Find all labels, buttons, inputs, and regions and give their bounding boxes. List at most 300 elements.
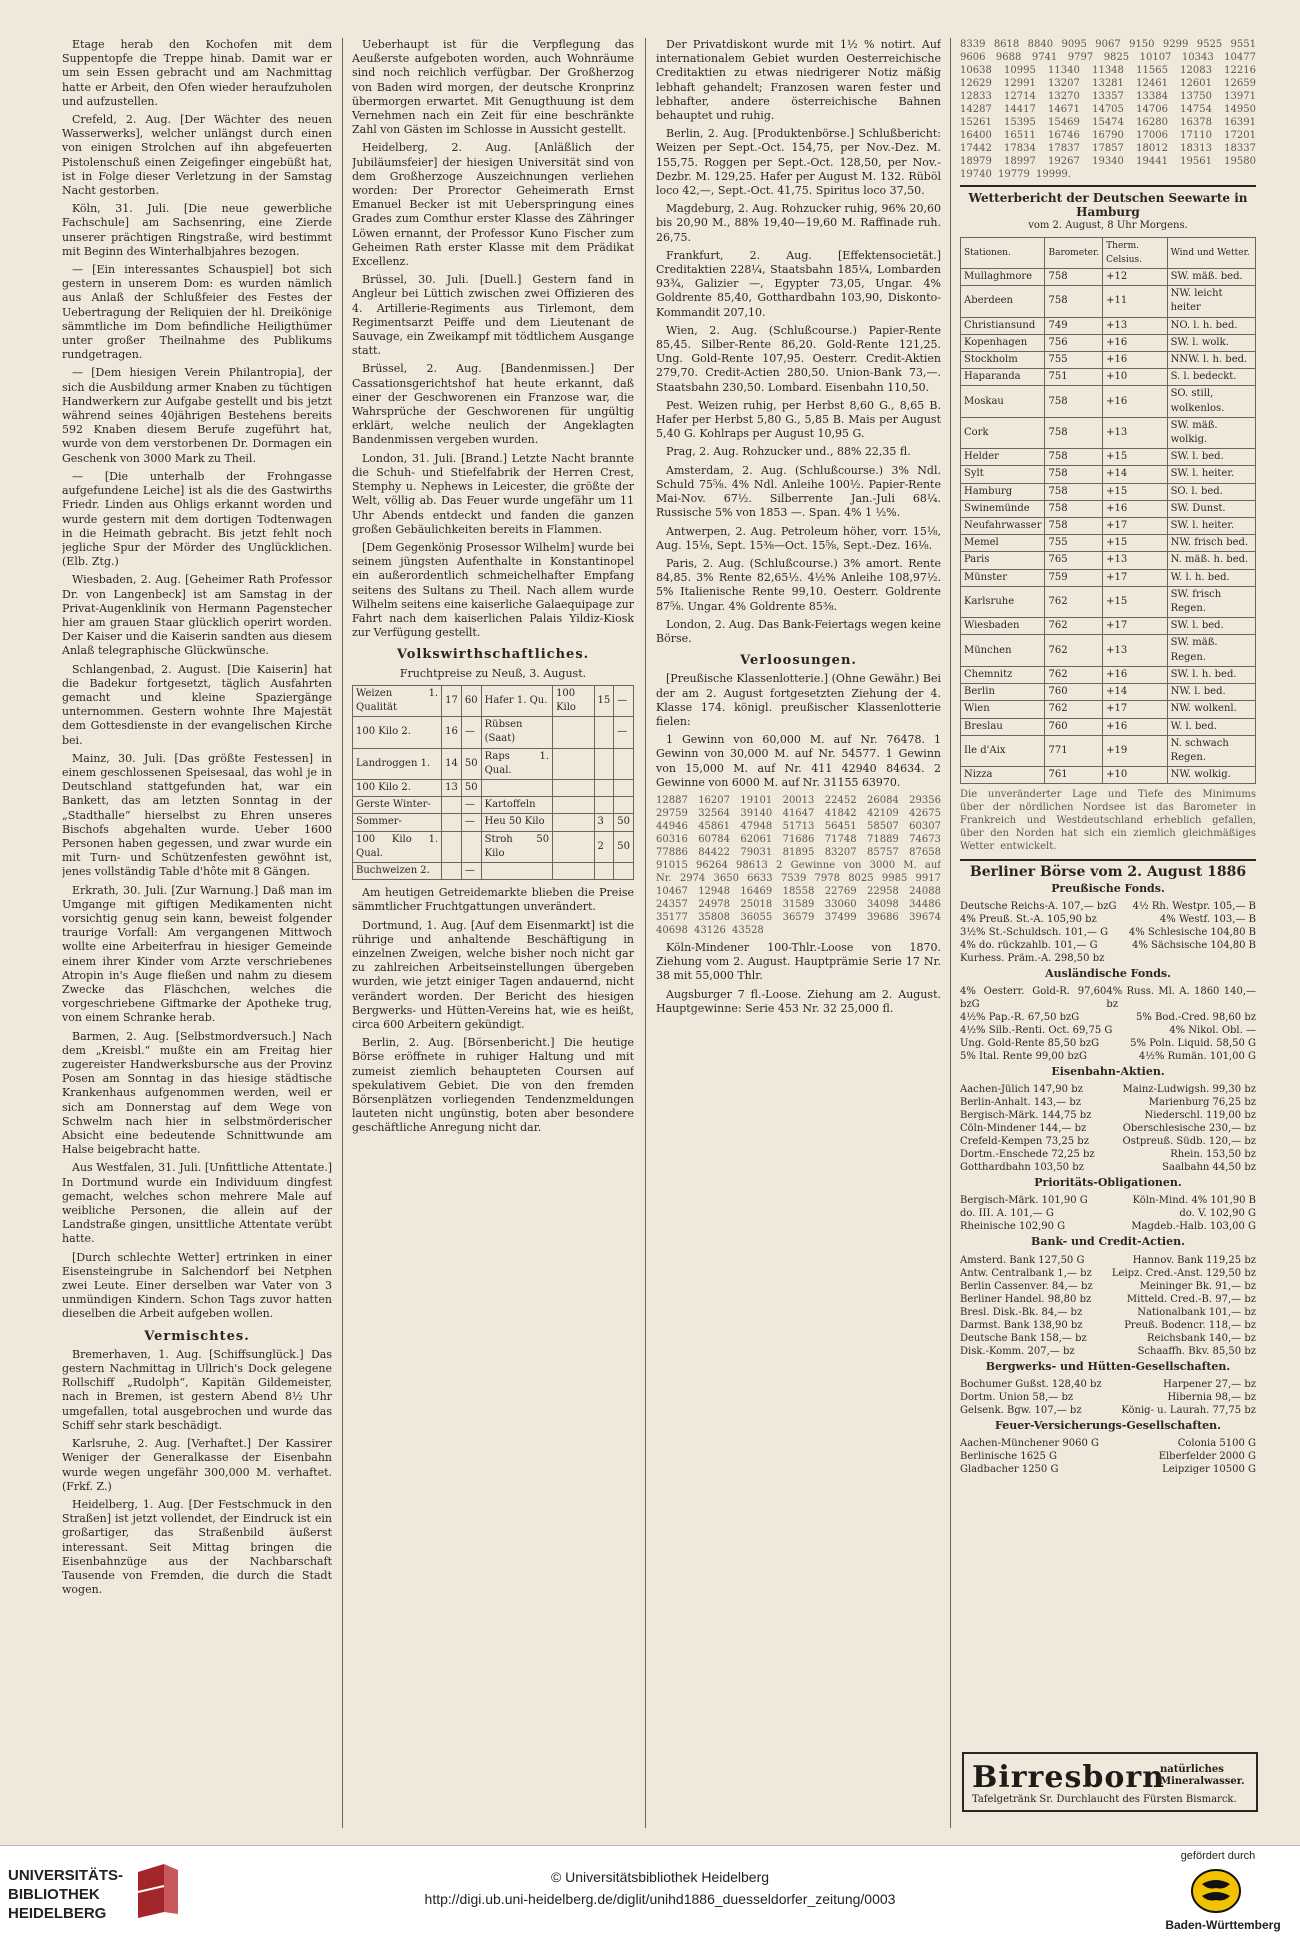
quote-entry: 4% Westf. 103,— B: [1159, 913, 1256, 925]
bourse-row: [960, 1037, 1256, 1050]
quote-entry: Antw. Centralbank 1,— bz: [960, 1267, 1092, 1279]
table-row: [961, 466, 1256, 483]
table-cell: Wiesbaden: [961, 618, 1045, 635]
table-cell: SW. mäß. Regen.: [1167, 635, 1255, 666]
table-row: [961, 666, 1256, 683]
table-cell: 762: [1045, 586, 1103, 617]
table-cell: Landroggen 1.: [353, 748, 442, 779]
table-cell: 762: [1045, 666, 1103, 683]
table-cell: —: [461, 814, 481, 831]
table-cell: SW. l. bed.: [1167, 618, 1255, 635]
table-cell: [614, 797, 634, 814]
quote-entry: Rheinische 102,90 G: [960, 1221, 1066, 1233]
table-cell: SW. l. heiter.: [1167, 518, 1255, 535]
table-cell: +14: [1103, 684, 1167, 701]
bourse-row: [960, 985, 1256, 1011]
section-heading: Verloosungen.: [740, 653, 857, 669]
table-cell: Kartoffeln: [481, 797, 552, 814]
quote-entry: Marienburg 76,25 bz: [1148, 1097, 1256, 1109]
section-heading: Volkswirthschaftliches.: [396, 647, 590, 663]
bourse-row: [960, 926, 1256, 939]
column-3: [656, 38, 941, 1828]
quote-entry: Aachen-Münchener 9060 G: [960, 1437, 1099, 1449]
article-paragraph: Augsburger 7 fl.-Loose. Ziehung am 2. August. Hauptgewinne: Serie 453 Nr. 32 25,000 fl.: [656, 987, 941, 1015]
column-rule: [342, 38, 343, 1828]
table-cell: [553, 862, 594, 879]
bourse-row: [960, 900, 1256, 913]
table-row: [353, 748, 634, 779]
table-cell: [461, 831, 481, 862]
quote-entry: Disk.-Komm. 207,— bz: [960, 1345, 1075, 1357]
column-1: [62, 38, 332, 1828]
table-cell: 749: [1045, 317, 1103, 334]
article-paragraph: Aus Westfalen, 31. Juli. [Unfittliche Attentate.] In Dortmund wurde ein Individuum dingfest gemacht, welches schon mehrere Male auf weibliche Personen, die allein auf der Landstraße gingen, unsittliche Attentate verübt hatte.: [62, 1161, 332, 1246]
bourse-section-heading: Bank- und Credit-Actien.: [1031, 1235, 1185, 1249]
article-paragraph: Berlin, 2. Aug. [Produktenbörse.] Schlußbericht: Weizen per Sept.-Oct. 154,75, per Nov.-Dez. M. 155,75. Roggen per Sept.-Oct. 128,50, per Nov.-Dezbr. M. 129,25. Hafer per August M. 132. Rüböl loco 42,—, Sept.-Oct. 41,75. Spiritus loco 37,50.: [656, 127, 941, 198]
table-cell: [481, 862, 552, 879]
article-paragraph: Bremerhaven, 1. Aug. [Schiffsunglück.] Das gestern Nachmittag in Ullrich's Dock gelegene Rollschiff „Rudolph“, Kapitän Gildemeister, nach in Bremen, ist gestern Abend 8½ Uhr umgefallen, total ausgebrochen und wurde das Schiff sehr stark beschädigt.: [62, 1347, 332, 1432]
table-row: [961, 518, 1256, 535]
table-cell: Berlin: [961, 684, 1045, 701]
table-cell: 13: [442, 779, 462, 796]
bourse-row: [960, 913, 1256, 926]
table-cell: [553, 748, 594, 779]
table-row: [961, 767, 1256, 784]
table-cell: SW. frisch Regen.: [1167, 586, 1255, 617]
table-cell: Aberdeen: [961, 286, 1045, 317]
bourse-row: [960, 1345, 1256, 1358]
table-cell: 100 Kilo 1. Qual.: [353, 831, 442, 862]
bourse-section-heading: Eisenbahn-Aktien.: [1051, 1064, 1165, 1078]
table-cell: 760: [1045, 718, 1103, 735]
quote-entry: Elberfelder 2000 G: [1158, 1450, 1256, 1462]
article-paragraph: Karlsruhe, 2. Aug. [Verhaftet.] Der Kassirer Weniger der Generalkasse der Eisenbahn wurde wegen ungefähr 300,000 M. verhaftet. (Frkf. Z.): [62, 1437, 332, 1493]
table-cell: [553, 814, 594, 831]
digitization-footer: [0, 1845, 1300, 1939]
quote-entry: 5% Ital. Rente 99,00 bzG: [960, 1050, 1087, 1062]
funding-label: gefördert durch: [1180, 1850, 1256, 1862]
weather-report-title: Wetterbericht der Deutschen Seewarte in Hamburg: [960, 185, 1256, 219]
table-row: [961, 449, 1256, 466]
bourse-row: [960, 1148, 1256, 1161]
table-cell: [553, 779, 594, 796]
bourse-row: [960, 1109, 1256, 1122]
table-cell: [614, 862, 634, 879]
table-cell: Cork: [961, 417, 1045, 448]
table-cell: München: [961, 635, 1045, 666]
table-cell: NW. frisch bed.: [1167, 535, 1255, 552]
lottery-numbers-continued: [960, 38, 1256, 181]
quote-entry: 5% Bod.-Cred. 98,60 bz: [1136, 1011, 1256, 1023]
table-row: [961, 317, 1256, 334]
article-paragraph: Dortmund, 1. Aug. [Auf dem Eisenmarkt] ist die rührige und anhaltende Beschäftigung in einzelnen Zweigen, welche bisher noch nicht gar zu zahlreichen Arbeitseinstellungen übergeben wurden, wie jetzt einiger Tagen andauernd, nicht verändert worden. Der Bericht des hiesigen Bergwerks- und Hütten-Vereins hat, wie es heißt, circa 600 Arbeitern gekündigt.: [352, 918, 634, 1031]
quote-entry: Mitteld. Cred.-B. 97,— bz: [1126, 1293, 1256, 1305]
table-cell: 50: [614, 814, 634, 831]
article-paragraph: Köln-Mindener 100-Thlr.-Loose von 1870. Ziehung vom 2. August. Hauptprämie Serie 17 Nr. 38 mit 55,000 Thlr.: [656, 940, 941, 983]
library-name-line: UNIVERSITÄTS-: [8, 1867, 124, 1884]
quote-entry: Hibernia 98,— bz: [1167, 1391, 1256, 1403]
quote-entry: Gelsenk. Bgw. 107,— bz: [960, 1404, 1082, 1416]
quote-entry: 3½% St.-Schuldsch. 101,— G: [960, 926, 1109, 938]
table-cell: Neufahrwasser: [961, 518, 1045, 535]
article-paragraph: Berlin, 2. Aug. [Börsenbericht.] Die heutige Börse eröffnete in ruhiger Haltung und mit zumeist ziemlich behaupteten Coursen auf spekulativem Gebiet. Die von den fremden Börsenplätzen vorliegenden Tendenzmeldungen lauteten nicht ungünstig, boten aber besondere geschäftliche Anregung nicht dar.: [352, 1036, 634, 1135]
bourse-row: [960, 1122, 1256, 1135]
bourse-row: [960, 1293, 1256, 1306]
table-cell: 17: [442, 685, 462, 716]
table-row: [961, 635, 1256, 666]
table-cell: SO. l. bed.: [1167, 483, 1255, 500]
table-cell: Buchweizen 2.: [353, 862, 442, 879]
table-cell: +13: [1103, 635, 1167, 666]
table-cell: 761: [1045, 767, 1103, 784]
table-row: [353, 685, 634, 716]
quote-entry: 5% Poln. Liquid. 58,50 G: [1130, 1037, 1256, 1049]
table-cell: Hamburg: [961, 483, 1045, 500]
quote-entry: Kurhess. Präm.-A. 298,50 bz: [960, 952, 1105, 964]
table-cell: Sylt: [961, 466, 1045, 483]
table-cell: +16: [1103, 500, 1167, 517]
article-paragraph: [Dem Gegenkönig Prosessor Wilhelm] wurde bei seinem jüngsten Aufenthalte in Konstantinopel ein außerordentlich schmeichelhafter Empfang seitens des Sultans zu Theil. Nach allem wurde Wilhelm seitens eine kaiserliche Galaequipage zur Fahrt nach dem kaiserlichen Palais Yildiz-Kiosk zur Verfügung gestellt.: [352, 540, 634, 640]
table-cell: 758: [1045, 449, 1103, 466]
quote-entry: Colonia 5100 G: [1177, 1437, 1256, 1449]
table-cell: 758: [1045, 269, 1103, 286]
table-cell: Haparanda: [961, 369, 1045, 386]
bourse-section-heading: Bergwerks- und Hütten-Gesellschaften.: [985, 1359, 1231, 1373]
column-header: Wind und Wetter.: [1167, 237, 1255, 268]
quote-entry: Deutsche Reichs-A. 107,— bzG: [960, 900, 1117, 912]
table-row: [961, 369, 1256, 386]
bourse-row: [960, 1096, 1256, 1109]
table-row: [353, 862, 634, 879]
table-cell: W. l. bed.: [1167, 718, 1255, 735]
baden-wuerttemberg-crest-icon: [1190, 1868, 1242, 1914]
table-cell: +16: [1103, 386, 1167, 417]
weather-report-subtitle: vom 2. August, 8 Uhr Morgens.: [1028, 220, 1188, 232]
quote-entry: Leipziger 10500 G: [1162, 1463, 1256, 1475]
quote-entry: 4½ Rh. Westpr. 105,— B: [1132, 900, 1256, 912]
table-cell: Ile d'Aix: [961, 735, 1045, 766]
table-cell: +10: [1103, 767, 1167, 784]
table-cell: [614, 748, 634, 779]
quote-entry: Gotthardbahn 103,50 bz: [960, 1162, 1084, 1174]
table-cell: Kopenhagen: [961, 334, 1045, 351]
table-row: [961, 352, 1256, 369]
quote-entry: Dortm.-Enschede 72,25 bz: [960, 1149, 1095, 1161]
quote-entry: Köln-Mind. 4% 101,90 B: [1132, 1195, 1256, 1207]
quote-entry: Cöln-Mindener 144,— bz: [960, 1123, 1087, 1135]
table-row: [961, 500, 1256, 517]
table-cell: [594, 797, 614, 814]
article-paragraph: Brüssel, 2. Aug. [Bandenmissen.] Der Cassationsgerichtshof hat heute erkannt, daß einer der Geschworenen ein Franzose war, die Wahrsprüche der Geschworenen für ungültig erklärt, welche neulich der Angeklagten Bandenmissen vergeben wurden.: [352, 362, 634, 447]
table-cell: [594, 779, 614, 796]
table-cell: 100 Kilo 2.: [353, 779, 442, 796]
table-cell: 16: [442, 717, 462, 748]
table-row: [353, 831, 634, 862]
table-cell: Stockholm: [961, 352, 1045, 369]
quote-entry: Dortm. Union 58,— bz: [960, 1391, 1074, 1403]
bourse-row: [960, 1463, 1256, 1476]
table-cell: 3: [594, 814, 614, 831]
table-cell: Gerste Winter-: [353, 797, 442, 814]
article-paragraph: [Durch schlechte Wetter] ertrinken in einer Eisensteingrube in Salchendorf bei Netphen zwei Leute. Einer derselben war Vater von 3 unmündigen Kindern. Schon Tags zuvor hatten dieselben die Arbeit aufgeben wollen.: [62, 1250, 332, 1321]
quote-entry: Darmst. Bank 138,90 bz: [960, 1319, 1083, 1331]
table-cell: [594, 717, 614, 748]
quote-entry: do. V. 102,90 G: [1179, 1208, 1256, 1220]
table-cell: Karlsruhe: [961, 586, 1045, 617]
table-cell: +17: [1103, 518, 1167, 535]
table-cell: Münster: [961, 569, 1045, 586]
table-cell: Memel: [961, 535, 1045, 552]
table-row: [961, 586, 1256, 617]
quote-entry: Deutsche Bank 158,— bz: [960, 1332, 1087, 1344]
quote-entry: Harpener 27,— bz: [1163, 1378, 1256, 1390]
copyright-block: [420, 1866, 900, 1910]
bourse-row: [960, 1450, 1256, 1463]
bourse-row: [960, 952, 1256, 965]
table-row: [353, 779, 634, 796]
article-paragraph: — [Dem hiesigen Verein Philantropia], der sich die Ausbildung armer Knaben zu tüchtigen Handwerkern zur Aufgabe gestellt und bis jetzt während seines 40jährigen Bestehens bereits 592 Knaben diesem Berufe zugeführt hat, wurde von dem verstorbenen Dr. Dormagen ein Geschenk von 3000 Mark zu Theil.: [62, 366, 332, 465]
table-cell: Chemnitz: [961, 666, 1045, 683]
table-cell: +16: [1103, 666, 1167, 683]
bourse-row: [960, 1207, 1256, 1220]
bourse-row: [960, 1161, 1256, 1174]
bourse-row: [960, 1280, 1256, 1293]
table-cell: Heu 50 Kilo: [481, 814, 552, 831]
article-paragraph: [Preußische Klassenlotterie.] (Ohne Gewähr.) Bei der am 2. August fortgesetzten Ziehung der 4. Klasse 174. königl. preußischer Klassenlotterie fielen:: [656, 672, 941, 728]
table-cell: NW. leicht heiter: [1167, 286, 1255, 317]
table-row: [961, 334, 1256, 351]
table-cell: 751: [1045, 369, 1103, 386]
bourse-row: [960, 1306, 1256, 1319]
table-header-row: [961, 237, 1256, 268]
table-cell: +17: [1103, 618, 1167, 635]
table-cell: +15: [1103, 449, 1167, 466]
quote-entry: Bergisch-Märk. 101,90 G: [960, 1195, 1088, 1207]
table-cell: Helder: [961, 449, 1045, 466]
quote-entry: Preuß. Bodencr. 118,— bz: [1124, 1319, 1256, 1331]
table-cell: Nizza: [961, 767, 1045, 784]
table-cell: Stroh 50 Kilo: [481, 831, 552, 862]
table-cell: [594, 748, 614, 779]
quote-entry: Ostpreuß. Südb. 120,— bz: [1122, 1136, 1256, 1148]
bourse-section-heading: Feuer-Versicherungs-Gesellschaften.: [995, 1418, 1221, 1432]
table-cell: 771: [1045, 735, 1103, 766]
quote-entry: Niederschl. 119,00 bz: [1144, 1110, 1256, 1122]
table-cell: +14: [1103, 466, 1167, 483]
article-paragraph: Schlangenbad, 2. August. [Die Kaiserin] hat die Badekur fortgesetzt, täglich Ausfahrten gemacht und kleine Spaziergänge unternommen. Gestern wohnte Ihre Majestät dem Gottesdienste in der evangelischen Kirche bei.: [62, 662, 332, 747]
quote-entry: Hannov. Bank 119,25 bz: [1132, 1254, 1256, 1266]
bourse-row: [960, 1050, 1256, 1063]
table-cell: SW. mäß. wolkig.: [1167, 417, 1255, 448]
table-cell: 756: [1045, 334, 1103, 351]
library-logo-icon: [134, 1862, 182, 1918]
table-cell: 100 Kilo 2.: [353, 717, 442, 748]
section-heading: Vermischtes.: [144, 1328, 250, 1344]
article-paragraph: Antwerpen, 2. Aug. Petroleum höher, vorr. 15⅛, Aug. 15⅛, Sept. 15⅜—Oct. 15⅝, Sept.-Dez. 16⅛.: [656, 524, 941, 552]
table-cell: +13: [1103, 552, 1167, 569]
table-cell: —: [461, 862, 481, 879]
weather-note: Die unveränderter Lage und Tiefe des Minimums über der nördlichen Nordsee ist das Barometer in Frankreich und Westdeutschland erheblich gefallen, über den Norden hat sich ein ziemlich gleichmäßiges Wetter entwickelt.: [960, 789, 1256, 853]
subheading: Fruchtpreise zu Neuß, 3. August.: [399, 666, 587, 680]
table-row: [961, 684, 1256, 701]
table-cell: Paris: [961, 552, 1045, 569]
table-cell: [553, 717, 594, 748]
table-cell: 755: [1045, 352, 1103, 369]
library-name-line: BIBLIOTHEK: [8, 1886, 100, 1903]
table-row: [961, 569, 1256, 586]
quote-entry: 4% do. rückzahlb. 101,— G: [960, 939, 1098, 951]
article-paragraph: Prag, 2. Aug. Rohzucker und., 88% 22,35 fl.: [666, 445, 911, 459]
article-paragraph: Heidelberg, 2. Aug. [Anläßlich der Jubiläumsfeier] der hiesigen Universität sind von dem Großherzoge Auszeichnungen verliehen worden: Der Prorector Geheimerath Ernst Emanuel Becker ist mit Ueberspringung eines Grades zum Comthur erster Klasse des Zähringer Löwen ernannt, der Professor Kuno Fischer zum Geheimen Rath erster Klasse mit dem Prädikat Excellenz.: [352, 141, 634, 269]
table-row: [961, 483, 1256, 500]
table-row: [961, 618, 1256, 635]
article-paragraph: Etage herab den Kochofen mit dem Suppentopfe die Treppe hinab. Damit war er um sein Essen gebracht und am Nachmittag hatte er Arbeit, den Ofen wieder heraufzuholen und aufzustellen.: [62, 38, 332, 108]
table-cell: 60: [461, 685, 481, 716]
quote-entry: 4% Oesterr. Gold-R. 97,60 bzG: [960, 985, 1107, 1010]
table-cell: SW. l. heiter.: [1167, 466, 1255, 483]
ad-tagline: natürliches Mineralwasser.: [1160, 1764, 1245, 1787]
quote-entry: Berliner Handel. 98,80 bz: [960, 1293, 1092, 1305]
bourse-row: [960, 1267, 1256, 1280]
article-paragraph: Pest. Weizen ruhig, per Herbst 8,60 G., 8,65 B. Hafer per Herbst 5,80 G., 5,85 B. Mais per August 5,40 G. Kohlraps per August 10,95 G.: [656, 398, 941, 441]
quote-entry: Berlin-Anhalt. 143,— bz: [960, 1097, 1082, 1109]
table-cell: Swinemünde: [961, 500, 1045, 517]
table-cell: 762: [1045, 635, 1103, 666]
table-cell: S. l. bedeckt.: [1167, 369, 1255, 386]
table-row: [961, 718, 1256, 735]
article-paragraph: Heidelberg, 1. Aug. [Der Festschmuck in den Straßen] ist jetzt vollendet, der Eindruck ist ein großartiger, das Straßenbild äußerst interessant. Seit Mittag bringen die Eisenbahnzüge aus der Nachbarschaft Tausende von Fremden, die durch die Stadt wogen.: [62, 1497, 332, 1597]
quote-entry: 4½% Silb.-Renti. Oct. 69,75 G: [960, 1024, 1113, 1036]
table-cell: Christiansund: [961, 317, 1045, 334]
table-row: [961, 286, 1256, 317]
column-rule: [950, 38, 951, 1828]
table-row: [353, 717, 634, 748]
table-cell: [442, 814, 462, 831]
table-row: [353, 797, 634, 814]
article-paragraph: Brüssel, 30. Juli. [Duell.] Gestern fand in Angleur bei Lüttich zwischen zwei Offizieren des 4. Artillerie-Regiments aus Tirlemont, dem Regimentsarzt Peiffe und dem Lieutenant de Sauvage, ein Zweikampf mit tödtlichem Ausgange statt.: [352, 273, 634, 358]
quote-entry: 4% Preuß. St.-A. 105,90 bz: [960, 913, 1097, 925]
library-name: [8, 1866, 123, 1923]
bourse-row: [960, 1378, 1256, 1391]
library-name-line: HEIDELBERG: [8, 1905, 107, 1922]
table-cell: [442, 831, 462, 862]
article-paragraph: Am heutigen Getreidemarkte blieben die Preise sämmtlicher Fruchtgattungen unverändert.: [352, 886, 634, 914]
table-row: [961, 552, 1256, 569]
table-cell: +10: [1103, 369, 1167, 386]
bourse-title: Berliner Börse vom 2. August 1886: [960, 859, 1256, 879]
table-row: [961, 386, 1256, 417]
bourse-row: [960, 1391, 1256, 1404]
table-cell: SW. l. wolk.: [1167, 334, 1255, 351]
quote-entry: 4% Sächsische 104,80 B: [1131, 939, 1256, 951]
table-cell: 758: [1045, 286, 1103, 317]
table-cell: NW. l. bed.: [1167, 684, 1255, 701]
table-cell: Rübsen (Saat): [481, 717, 552, 748]
table-cell: 760: [1045, 684, 1103, 701]
table-cell: [442, 797, 462, 814]
quote-entry: Reichsbank 140,— bz: [1147, 1332, 1256, 1344]
quote-entry: Aachen-Jülich 147,90 bz: [960, 1084, 1083, 1096]
bourse-row: [960, 1024, 1256, 1037]
weather-table: [960, 237, 1256, 785]
quote-entry: Gladbacher 1250 G: [960, 1463, 1059, 1475]
table-cell: 15: [594, 685, 614, 716]
table-cell: [614, 779, 634, 796]
bourse-row: [960, 1083, 1256, 1096]
quote-entry: Amsterd. Bank 127,50 G: [960, 1254, 1085, 1266]
quote-entry: 4½% Pap.-R. 67,50 bzG: [960, 1011, 1080, 1023]
table-cell: SW. l. bed.: [1167, 449, 1255, 466]
table-cell: [553, 797, 594, 814]
bourse-row: [960, 1135, 1256, 1148]
table-cell: [442, 862, 462, 879]
table-cell: +11: [1103, 286, 1167, 317]
quote-entry: Bochumer Gußst. 128,40 bz: [960, 1378, 1102, 1390]
permalink-url[interactable]: http://digi.ub.uni-heidelberg.de/diglit/unihd1886_duesseldorfer_zeitung/0003: [424, 1891, 896, 1907]
quote-entry: Meininger Bk. 91,— bz: [1139, 1280, 1256, 1292]
table-row: [961, 535, 1256, 552]
column-header: Therm. Celsius.: [1103, 237, 1167, 268]
column-header: Barometer.: [1045, 237, 1103, 268]
table-cell: Weizen 1. Qualität: [353, 685, 442, 716]
table-cell: —: [614, 685, 634, 716]
table-cell: 14: [442, 748, 462, 779]
table-cell: +19: [1103, 735, 1167, 766]
column-rule: [645, 38, 646, 1828]
bourse-listing: [960, 882, 1256, 1476]
bourse-section-heading: Preußische Fonds.: [1051, 881, 1165, 895]
table-cell: W. l. h. bed.: [1167, 569, 1255, 586]
table-cell: 762: [1045, 701, 1103, 718]
bourse-row: [960, 1254, 1256, 1267]
quote-entry: Schaaffh. Bkv. 85,50 bz: [1137, 1345, 1256, 1357]
bourse-row: [960, 939, 1256, 952]
quote-entry: Magdeb.-Halb. 103,00 G: [1131, 1221, 1256, 1233]
table-cell: 755: [1045, 535, 1103, 552]
table-cell: +13: [1103, 317, 1167, 334]
table-cell: 758: [1045, 518, 1103, 535]
table-cell: Hafer 1. Qu.: [481, 685, 552, 716]
table-row: [961, 269, 1256, 286]
quote-entry: Crefeld-Kempen 73,25 bz: [960, 1136, 1089, 1148]
table-cell: SW. mäß. bed.: [1167, 269, 1255, 286]
bourse-row: [960, 1220, 1256, 1233]
quote-entry: Oberschlesische 230,— bz: [1122, 1123, 1256, 1135]
article-paragraph: Mainz, 30. Juli. [Das größte Festessen] in einem geschlossenen Speisesaal, das wohl je in Deutschland stattgefunden hat, war ein Bankett, das am letzten Sonntag in der „Stadthalle“ hierselbst zu Ehren unseres Bischofs abgehalten wurde. Ueber 1600 Personen haben gegessen, und zwar wurde ein mit Turn- und Schützenfesten gewöhnt ist, jenes vollständig Table d'hôte mit 8 Gängen.: [62, 751, 332, 879]
table-cell: —: [461, 797, 481, 814]
table-cell: —: [461, 717, 481, 748]
article-paragraph: Köln, 31. Juli. [Die neue gewerbliche Fachschule] am Sachsenring, eine Zierde unserer prächtigen Ringstraße, wird bestimmt mit Beginn des Winterhalbjahres bezogen.: [62, 202, 332, 258]
ad-brand-name: Birresborn: [972, 1760, 1165, 1795]
table-cell: +17: [1103, 701, 1167, 718]
table-cell: 762: [1045, 618, 1103, 635]
bourse-section-heading: Ausländische Fonds.: [1045, 966, 1171, 980]
table-cell: NW. wolkig.: [1167, 767, 1255, 784]
table-cell: +16: [1103, 334, 1167, 351]
table-cell: 2: [594, 831, 614, 862]
table-cell: 50: [461, 748, 481, 779]
article-paragraph: — [Ein interessantes Schauspiel] bot sich gestern in unserem Dom: es wurden nämlich aus Anlaß der Schlußfeier des Festes der Uebertragung der Reliquien der hl. Dreikönige sämmtliche im Dom befindliche Heiligthümer unter großer Theilnahme des Publikums rundgetragen.: [62, 263, 332, 362]
table-cell: +16: [1103, 352, 1167, 369]
copyright-notice: © Universitätsbibliothek Heidelberg: [550, 1869, 770, 1885]
table-cell: 50: [461, 779, 481, 796]
table-cell: +15: [1103, 586, 1167, 617]
quote-entry: Leipz. Cred.-Anst. 129,50 bz: [1111, 1267, 1256, 1279]
table-cell: —: [614, 717, 634, 748]
state-label: Baden-Württemberg: [1165, 1918, 1281, 1932]
quote-entry: 4% Nikol. Obl. —: [1169, 1024, 1256, 1036]
table-cell: +15: [1103, 483, 1167, 500]
